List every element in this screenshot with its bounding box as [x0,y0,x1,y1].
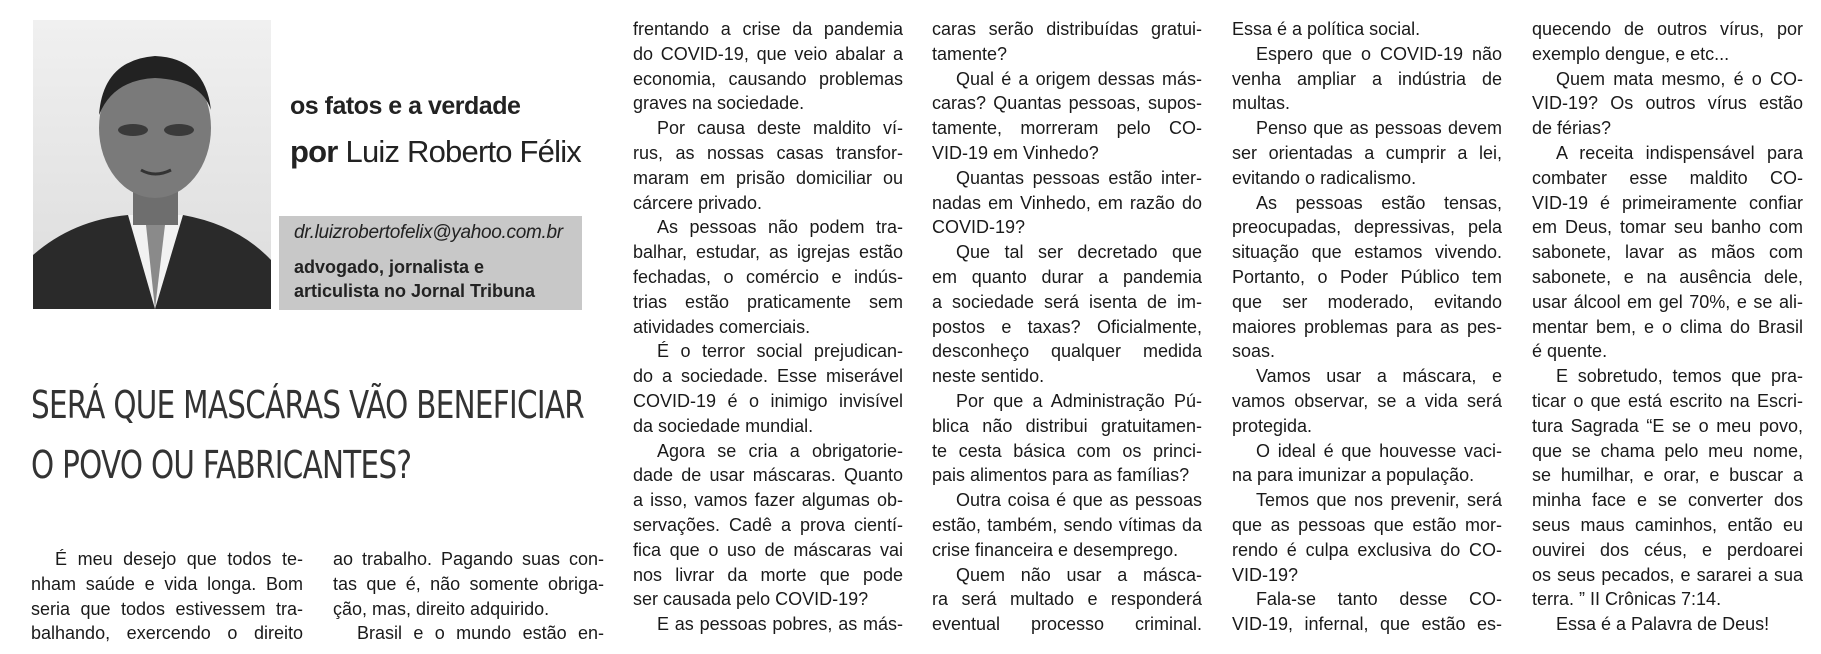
article-text-line: nos livrar da morte que pode [633,564,903,585]
article-text-line: graves na sociedade. [633,93,805,114]
article-text-line: seria que todos estivessem tra- [31,598,303,619]
column-kicker: os fatos e a verdade [290,92,521,120]
article-text-line: E as pessoas pobres, as más- [657,614,903,635]
headline-line: O POVO OU FABRICANTES? [31,443,412,487]
article-text-line: Essa é a Palavra de Deus! [1556,614,1770,635]
article-column-2 [333,547,604,646]
article-text-line: preocupadas, depressivas, pela [1232,217,1502,238]
article-text-line: a sociedade será isenta de im- [932,291,1202,312]
article-text-line: maiores problemas para as pes- [1232,316,1502,337]
article-text-line: de férias? [1532,118,1612,139]
article-text-line: Quantas pessoas estão inter- [956,167,1202,188]
article-text-line: Penso que as pessoas devem [1256,118,1502,139]
article-text-line: terra. ” II Crônicas 7:14. [1532,589,1722,610]
article-text-line: servações. Cadê a prova cientí- [633,514,903,535]
article-text-line: ra será multado e responderá [932,589,1202,610]
article-text-line: ouvirei dos céus, e perdoarei [1532,539,1803,560]
article-text-line: fechadas, o comércio e indús- [633,266,903,287]
article-text-line: crise financeira e desemprego. [932,539,1179,560]
article-text-line: frentando a crise da pandemia [633,19,903,39]
article-text-line: balhando, exercendo o direito [31,623,303,644]
article-text-line: caras? Quantas pessoas, supos- [932,93,1202,114]
article-text-line: Que tal ser decretado que [956,242,1202,263]
article-text-line: Por que a Administração Pú- [956,390,1202,411]
article-text-line: É o terror social prejudican- [657,341,903,362]
article-text-line: mentar bem, e o clima do Brasil [1532,316,1803,337]
author-role [294,255,579,303]
article-text-line: tura Sagrada “E se o meu povo, [1532,415,1803,436]
article-text-line: maram em prisão domiciliar ou [633,167,903,188]
article-column-1 [31,547,303,646]
article-text-line: vamos observar, se a vida será [1232,390,1502,411]
author-role-line: advogado, jornalista e [294,257,485,277]
article-text-line: quecendo de outros vírus, por [1532,19,1803,39]
author-role-line: articulista no Jornal Tribuna [294,281,536,301]
article-text-line: neste sentido. [932,366,1045,387]
article-text-line: combater esse maldito CO- [1532,167,1803,188]
article-text-line: eventual processo criminal. [932,614,1202,635]
article-text-line: ser causada pelo COVID-19? [633,589,869,610]
article-text-line: venha ampliar a indústria de [1232,68,1502,89]
article-column-3 [633,17,903,637]
article-text-line: VID-19? [1232,564,1299,585]
article-text-line: nadas em Vinhedo, em razão do [932,192,1202,213]
article-text-line: Portanto, o Poder Público tem [1232,266,1502,287]
author-photo [33,20,271,309]
byline [290,134,581,170]
author-name: Luiz Roberto Félix [345,134,581,169]
article-text-line: caras serão distribuídas gratui- [932,19,1202,39]
article-text-line: cárcere privado. [633,192,763,213]
author-portrait-illustration [33,20,271,309]
article-text-line: sabonete, lavar as mãos com [1532,242,1803,263]
article-text-line: economia, causando problemas [633,68,903,89]
article-text-line: Por causa deste maldito ví- [657,118,903,139]
article-text-line: VID-19 é primeiramente confiar [1532,192,1803,213]
article-text-line: Outra coisa é que as pessoas [956,490,1202,511]
article-text-line: E sobretudo, temos que pra- [1556,366,1803,387]
article-text-line: evitando o radicalismo. [1232,167,1417,188]
article-text-line: nham saúde e vida longa. Bom [31,573,303,594]
article-text-line: multas. [1232,93,1291,114]
article-text-line: trias estão praticamente sem [633,291,903,312]
article-text-line: COVID-19 é o inimigo invisível [633,390,903,411]
article-text-line: COVID-19? [932,217,1026,238]
article-text-line: situação que estamos vivendo. [1232,242,1502,263]
article-text-line: que ser moderado, evitando [1232,291,1502,312]
article-text-line: Fala-se tanto desse CO- [1256,589,1502,610]
article-text-line: ção, mas, direito adquirido. [333,598,550,619]
article-text-line: ao trabalho. Pagando suas con- [333,549,604,569]
article-text-line: te cesta básica com os princi- [932,440,1202,461]
byline-prefix: por [290,134,338,169]
article-text-line: VID-19? Os outros vírus estão [1532,93,1803,114]
article-text-line: tamente? [932,43,1008,64]
article-text-line: atividades comerciais. [633,316,811,337]
article-text-line: VID-19, infernal, que estão es- [1232,614,1502,635]
article-text-line: É meu desejo que todos te- [55,549,303,569]
article-text-line: usar álcool em gel 70%, e se ali- [1532,291,1803,312]
article-text-line: blica não distribui gratuitamen- [932,415,1202,436]
article-column-5 [1232,17,1502,637]
article-text-line: pais alimentos para as famílias? [932,465,1190,486]
article-text-line: Espero que o COVID-19 não [1256,43,1502,64]
article-text-line: da sociedade mundial. [633,415,814,436]
article-text-line: ser orientadas a cumprir a lei, [1232,142,1502,163]
article-text-line: em Deus, tomar seu banho com [1532,217,1803,238]
article-text-line: se humilhar, e orar, e buscar a [1532,465,1803,486]
article-text-line: dade de usar máscaras. Quanto [633,465,903,486]
article-text-line: soas. [1232,341,1276,362]
article-text-line: A receita indispensável para [1556,142,1803,163]
article-text-line: que se chama pelo meu nome, [1532,440,1803,461]
article-text-line: estão, também, sendo vítimas da [932,514,1202,535]
article-text-line: a isso, vamos fazer algumas ob- [633,490,903,511]
article-text-line: Qual é a origem dessas más- [956,68,1202,89]
article-text-line: VID-19 em Vinhedo? [932,142,1099,163]
article-text-line: ticar o que está escrito na Escri- [1532,390,1803,411]
article-text-line: exemplo dengue, e etc... [1532,43,1730,64]
article-text-line: Quem não usar a másca- [956,564,1202,585]
article-text-line: O ideal é que houvesse vaci- [1256,440,1502,461]
article-text-line: protegida. [1232,415,1313,436]
article-text-line: do COVID-19, que veio abalar a [633,43,903,64]
article-text-line: em quanto durar a pandemia [932,266,1202,287]
article-text-line: As pessoas não podem tra- [657,217,903,238]
article-text-line: os seus pecados, e sararei a sua [1532,564,1803,585]
article-text-line: Brasil e o mundo estão en- [357,623,604,644]
article-text-line: tas que é, não somente obriga- [333,573,604,594]
author-email[interactable]: dr.luizrobertofelix@yahoo.com.br [294,222,563,243]
article-text-line: seus maus caminhos, então eu [1532,514,1803,535]
headline-line: SERÁ QUE MASCÁRAS VÃO BENEFICIAR [31,383,584,427]
article-text-line: na para imunizar a população. [1232,465,1475,486]
article-text-line: Vamos usar a máscara, e [1256,366,1502,387]
article-text-line: fica que o uso de máscaras vai [633,539,903,560]
article-text-line: As pessoas estão tensas, [1256,192,1502,213]
article-column-4 [932,17,1202,637]
article-text-line: postos e taxas? Oficialmente, [932,316,1202,337]
article-headline [31,375,584,495]
article-text-line: sabonete, e na ausência dele, [1532,266,1803,287]
article-column-6 [1532,17,1803,637]
article-text-line: balhar, estudar, as igrejas estão [633,242,903,263]
article-text-line: Quem mata mesmo, é o CO- [1556,68,1803,89]
article-text-line: rus, as nossas casas transfor- [633,142,903,163]
article-text-line: tamente, morreram pelo CO- [932,118,1202,139]
article-text-line: Temos que nos prevenir, será [1256,490,1502,511]
article-text-line: Essa é a política social. [1232,19,1421,39]
article-text-line: do a sociedade. Esse miserável [633,366,903,387]
article-text-line: é quente. [1532,341,1608,362]
article-text-line: desconheço qualquer medida [932,341,1202,362]
article-text-line: que as pessoas que estão mor- [1232,514,1502,535]
article-text-line: Agora se cria a obrigatorie- [657,440,903,461]
article-text-line: rendo é culpa exclusiva do CO- [1232,539,1502,560]
article-text-line: minha face e se converter dos [1532,490,1803,511]
